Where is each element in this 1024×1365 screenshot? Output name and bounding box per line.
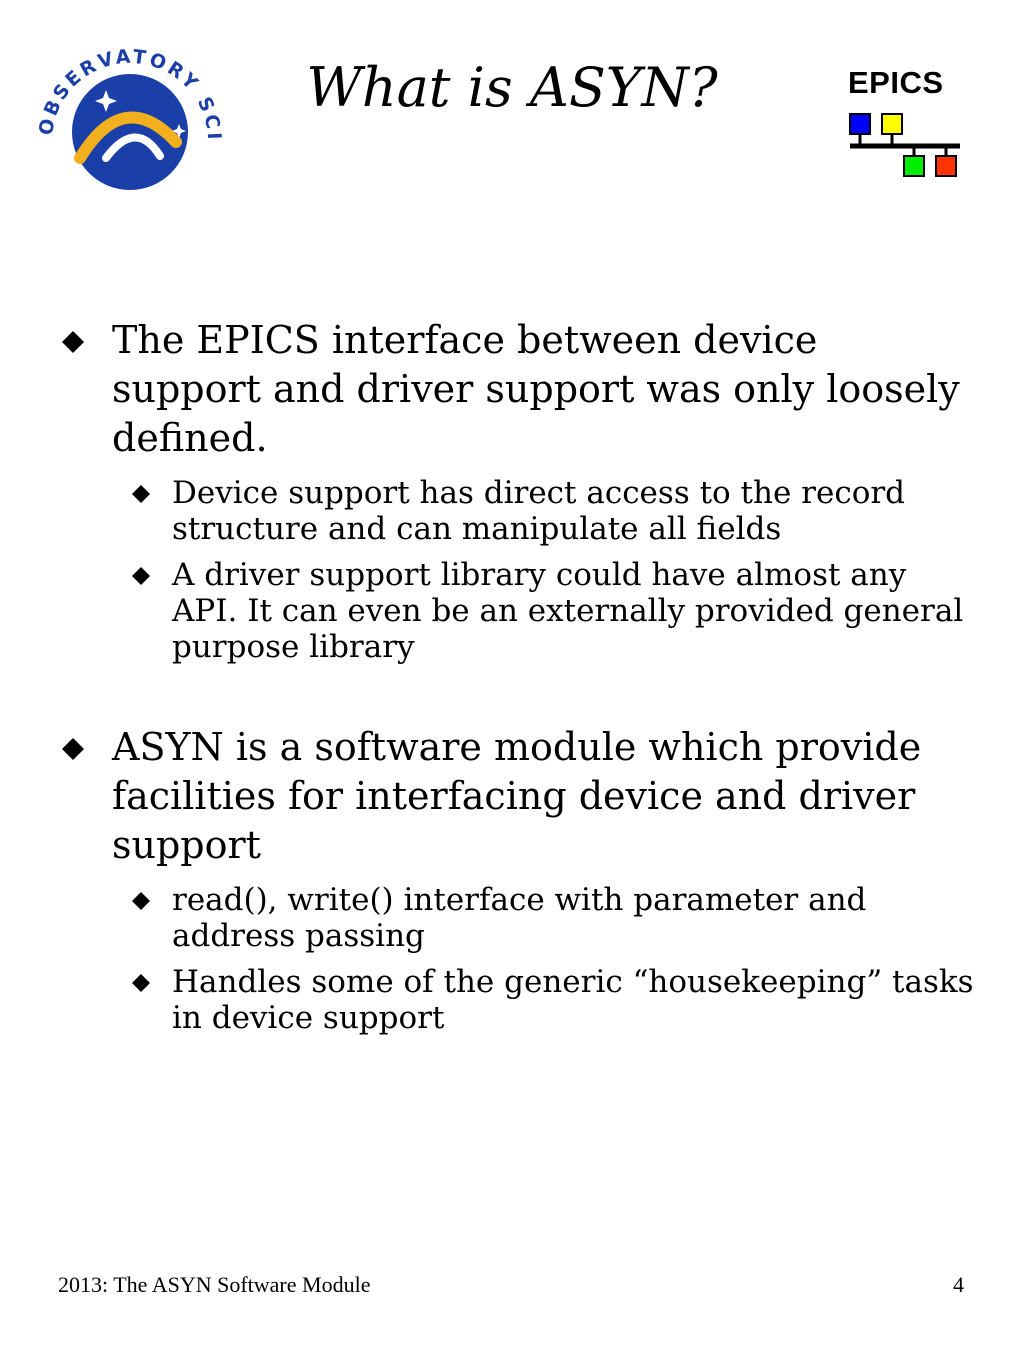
footer-title: 2013: The ASYN Software Module [58, 1272, 371, 1297]
sub-bullet-text: A driver support library could have almost any API. It can even be an externally provided general purpose library [172, 557, 964, 665]
epics-blue-box [850, 114, 870, 134]
logo-ring-text-path: OBSERVATORY SCI [36, 46, 224, 143]
epics-logo [848, 66, 964, 186]
bullet-text: The EPICS interface between device support and driver support was only loosely defined. [112, 318, 960, 460]
diamond-bullet-icon [132, 974, 150, 992]
bullet-text: ASYN is a software module which provide facilities for interfacing device and driver support [112, 725, 922, 867]
sub-bullet-item [56, 964, 976, 1036]
diamond-bullet-icon [62, 331, 84, 353]
epics-network-icon [848, 110, 964, 186]
slide-body [56, 316, 976, 1036]
page-number: 4 [953, 1272, 964, 1297]
epics-red-box [936, 156, 956, 176]
bullet-item [56, 723, 976, 870]
bullet-item [56, 316, 976, 463]
epics-yellow-box [882, 114, 902, 134]
sub-bullet-text: read(), write() interface with parameter and address passing [172, 882, 867, 954]
diamond-bullet-icon [132, 567, 150, 585]
slide-title: What is ASYN? [306, 56, 718, 119]
diamond-bullet-icon [132, 892, 150, 910]
sub-bullet-item [56, 557, 976, 665]
sub-bullet-item [56, 882, 976, 954]
diamond-bullet-icon [132, 485, 150, 503]
epics-green-box [904, 156, 924, 176]
epics-label: EPICS [848, 65, 944, 100]
spacer [56, 665, 976, 723]
sub-bullet-text: Device support has direct access to the record structure and can manipulate all fields [172, 475, 906, 547]
sub-bullet-item [56, 475, 976, 547]
diamond-bullet-icon [62, 738, 84, 760]
sub-bullet-text: Handles some of the generic “housekeeping” tasks in device support [172, 964, 974, 1036]
